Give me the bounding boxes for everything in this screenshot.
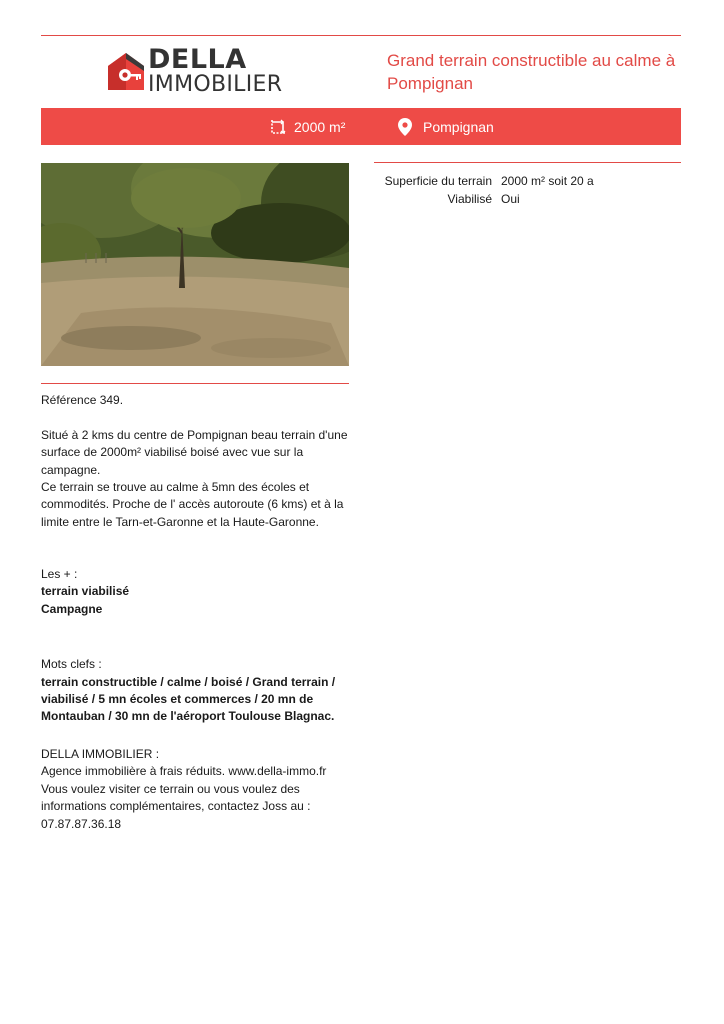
spec-label: Viabilisé <box>447 191 492 206</box>
spec-label: Superficie du terrain <box>384 174 492 188</box>
agency-phone: 07.87.87.36.18 <box>41 816 122 831</box>
keywords-text: terrain constructible / calme / boisé / Grand terrain / viabilisé / 5 mn écoles et commerces / 20 mn de Montauban / 30 mn de l'aéroport Toulouse Blagnac. <box>41 674 336 724</box>
plus-item: Campagne <box>41 601 103 616</box>
agency-name: DELLA IMMOBILIER : <box>41 746 160 761</box>
logo-text-della: DELLA <box>148 44 247 75</box>
spec-value: 2000 m² soit 20 a <box>501 174 594 188</box>
spec-row <box>374 173 594 191</box>
banner-surface-value: 2000 m² <box>294 118 346 135</box>
header-divider <box>41 35 681 36</box>
banner-surface <box>270 108 345 145</box>
reference-text: Référence 349. <box>41 393 124 407</box>
banner-city-value: Pompignan <box>423 118 494 135</box>
land-photo-image <box>41 163 349 366</box>
agency-line: Vous voulez visiter ce terrain ou vous voulez des informations complémentaires, contactez Joss au : <box>41 781 311 814</box>
summary-banner <box>41 108 681 145</box>
specs-divider <box>374 162 681 163</box>
map-pin-icon <box>398 118 412 136</box>
keywords-label: Mots clefs : <box>41 657 102 672</box>
photo-divider <box>41 383 349 384</box>
page-title: Grand terrain constructible au calme à Pompignan <box>387 51 676 93</box>
house-key-logo-icon <box>104 48 148 94</box>
area-icon <box>270 118 287 135</box>
description-body-2: Ce terrain se trouve au calme à 5mn des écoles et commodités. Proche de l' accès autoroute (6 kms) et à la limite entre le Tarn-et-Garonne et la Haute-Garonne. <box>41 480 344 529</box>
description-body-1: Situé à 2 kms du centre de Pompignan beau terrain d'une surface de 2000m² viabilisé boisé avec vue sur la campagne. <box>41 427 348 477</box>
property-photo <box>41 163 349 366</box>
description <box>41 392 349 833</box>
spec-row <box>374 191 594 209</box>
della-logo <box>104 46 294 98</box>
agency-line: Agence immobilière à frais réduits. www.della-immo.fr <box>41 764 327 779</box>
spec-value: Oui <box>501 191 520 206</box>
plus-item: terrain viabilisé <box>41 584 130 599</box>
plus-label: Les + : <box>41 567 78 582</box>
specs-table <box>374 173 594 208</box>
logo-text-immobilier: IMMOBILIER <box>148 72 283 97</box>
banner-city <box>398 108 494 145</box>
